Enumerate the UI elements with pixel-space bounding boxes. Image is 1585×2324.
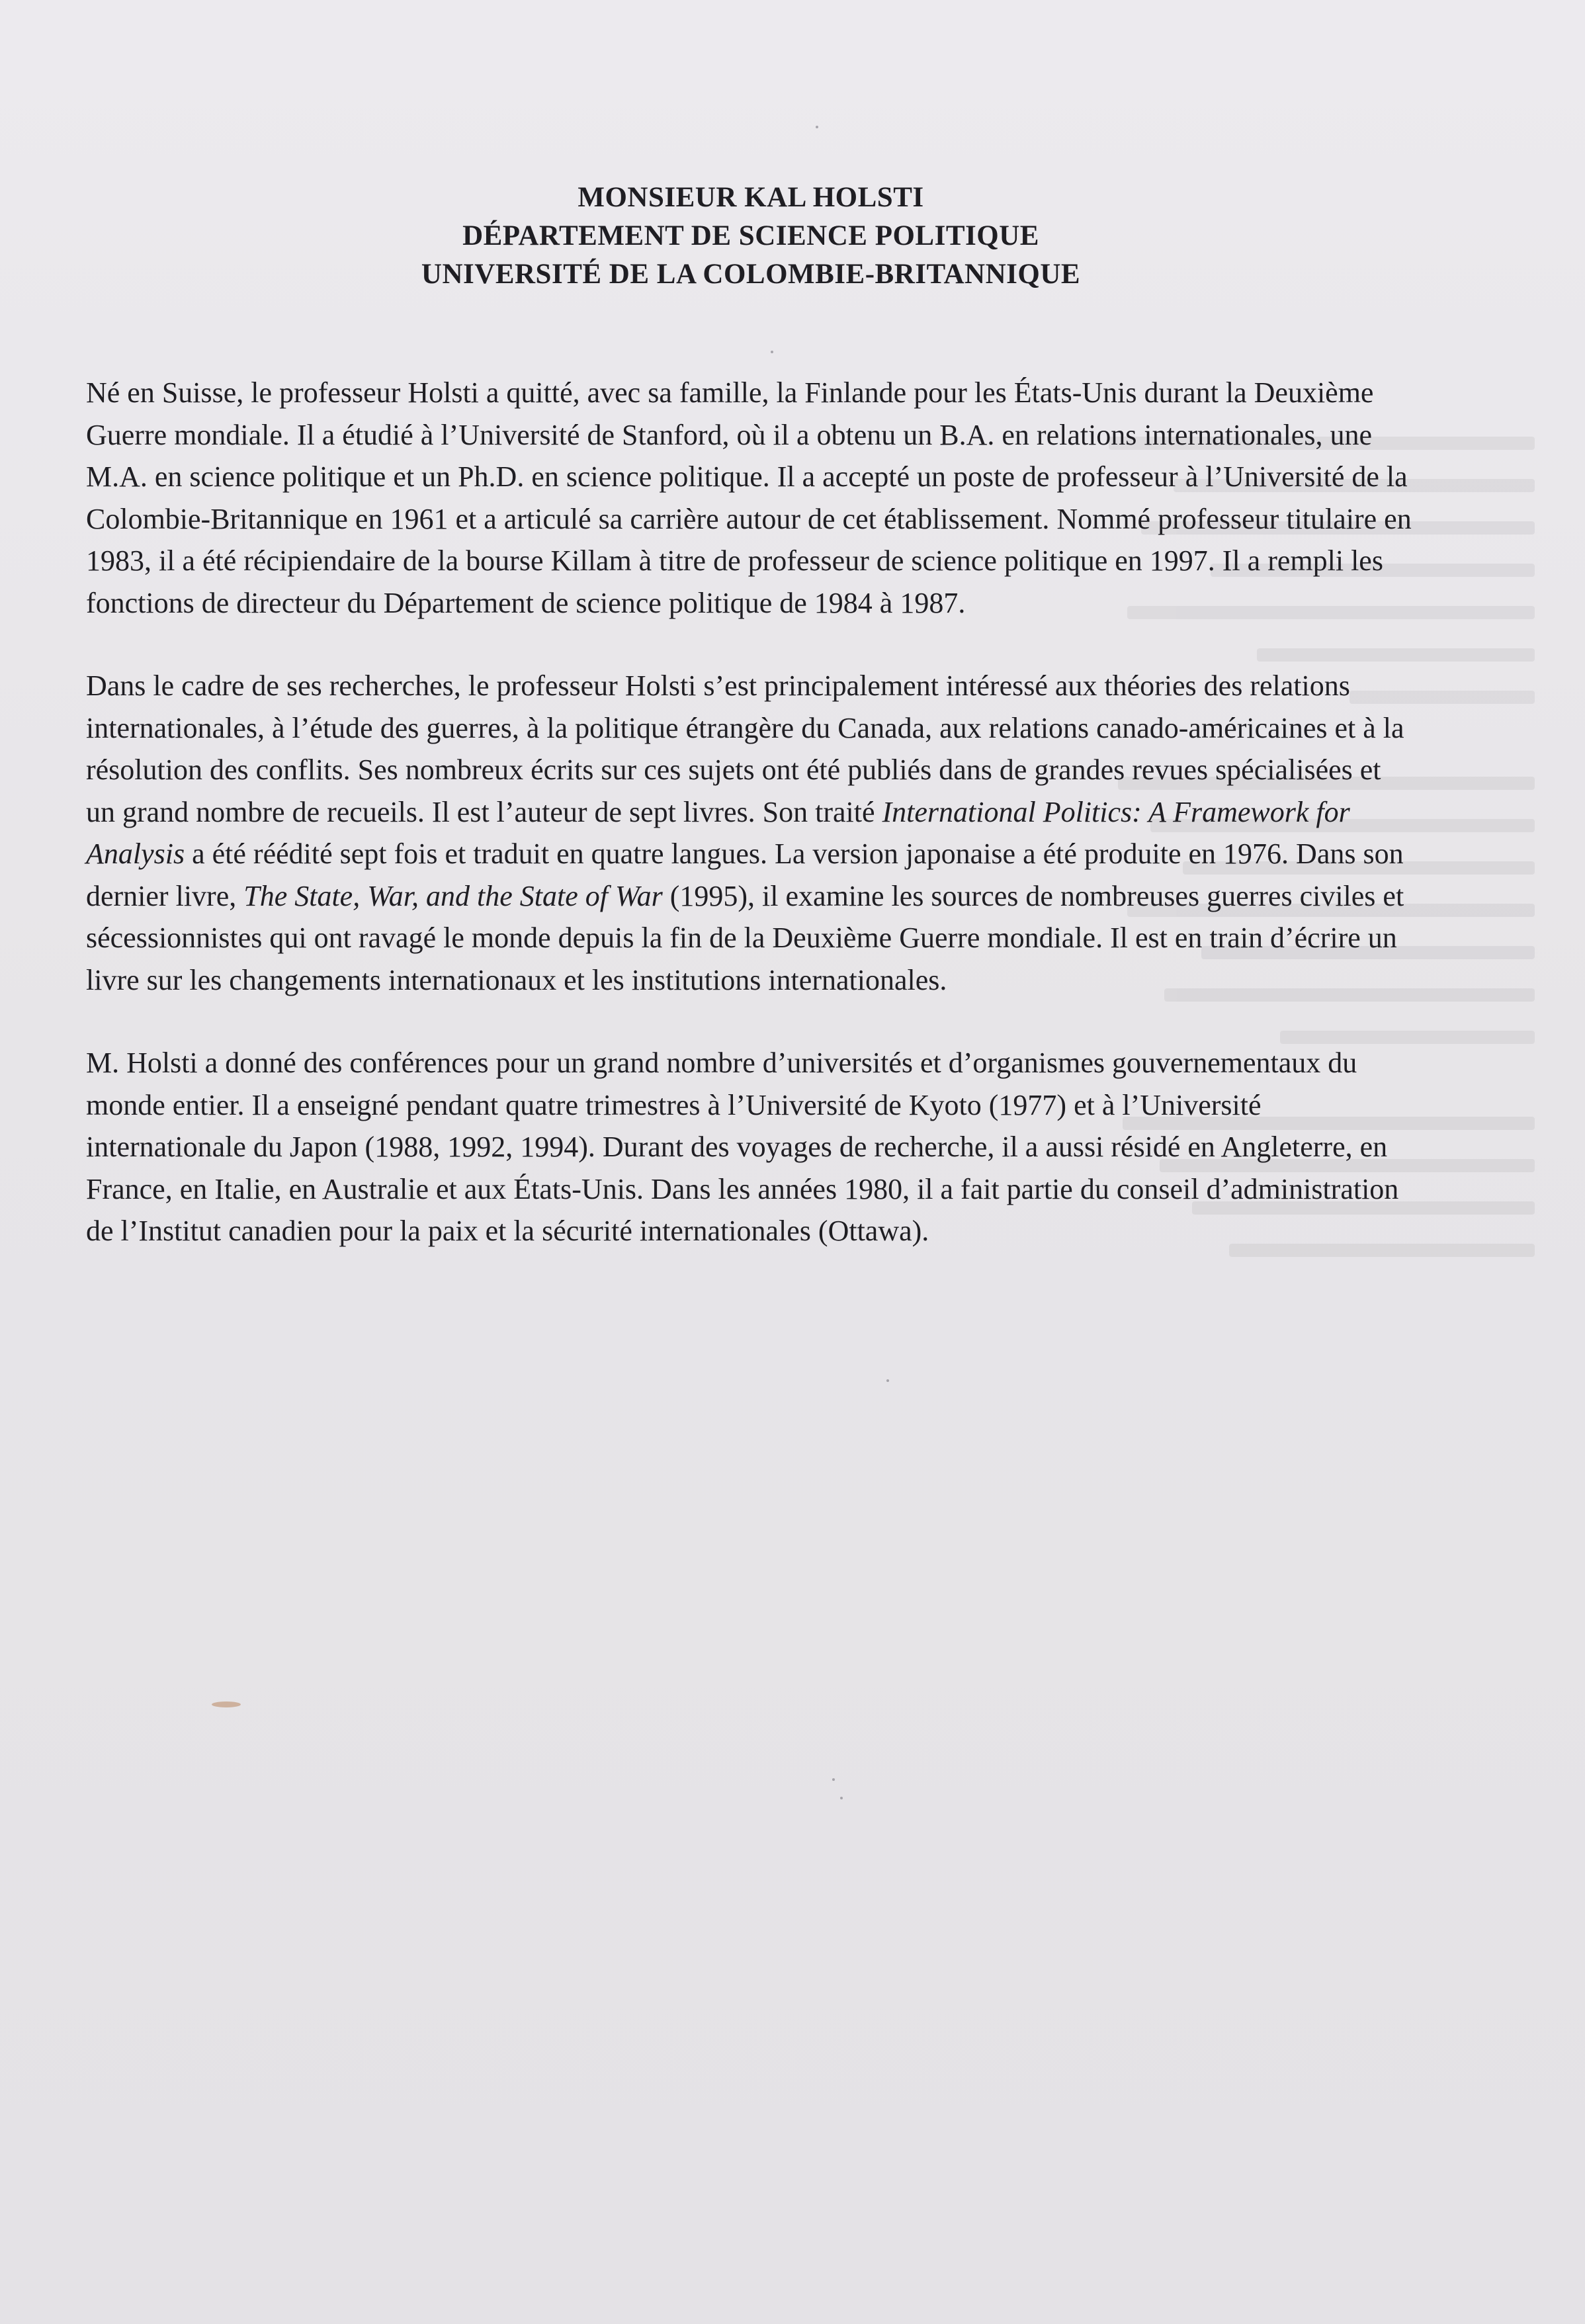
paragraph-lectures: M. Holsti a donné des conférences pour un grand nombre d’universités et d’organismes gouvernementaux du monde entier. Il a enseigné pendant quatre trimestres à l’Université de Kyoto (1977) et à l’Université internationale du Japon (1988, 1992, 1994). Durant des voyages de recherche, il a aussi résidé en Angleterre, en France, en Italie, en Australie et aux États-Unis. Dans les années 1980, il a fait partie du conseil d’administration de l’Institut canadien pour la paix et la sécurité internationales (Ottawa). — [86, 1047, 1399, 1247]
paper-speck — [832, 1778, 835, 1781]
header-block — [86, 179, 1416, 294]
header-university: UNIVERSITÉ DE LA COLOMBIE-BRITANNIQUE — [421, 259, 1081, 290]
paragraph-research-part1: Dans le cadre de ses recherches, le professeur Holsti s’est principalement intéressé aux théories des relations internationales, à l’étude des guerres, à la politique étrangère du Canada, aux relations canado-américaines et à la résolution des conflits. Ses nombreux écrits sur ces sujets ont été publiés dans de grandes revues spécialisées et un grand nombre de recueils. Il est l’auteur de sept livres. Son traité — [86, 669, 1404, 828]
paper-speck — [886, 1379, 889, 1382]
paper-speck — [816, 126, 818, 128]
paper-smudge — [212, 1701, 241, 1707]
paper-speck — [771, 351, 773, 353]
header-name: MONSIEUR KAL HOLSTI — [578, 182, 924, 213]
paragraph-research-part3: (1995), il examine les sources de nombreuses guerres civiles et sécessionnistes qui ont ravagé le monde depuis la fin de la Deuxième Guerre mondiale. Il est en train d’écrire un livre sur les changements internationaux et les institutions internationales. — [86, 879, 1404, 996]
header-department: DÉPARTEMENT DE SCIENCE POLITIQUE — [462, 220, 1039, 251]
paragraph-biography: Né en Suisse, le professeur Holsti a quitté, avec sa famille, la Finlande pour les États-Unis durant la Deuxième Guerre mondiale. Il a étudié à l’Université de Stanford, où il a obtenu un B.A. en relations internationales, une M.A. en science politique et un Ph.D. en science politique. Il a accepté un poste de professeur à l’Université de la Colombie-Britannique en 1961 et a articulé sa carrière autour de cet établissement. Nommé professeur titulaire en 1983, il a été récipiendaire de la bourse Killam à titre de professeur de science politique en 1997. Il a rempli les fonctions de directeur du Département de science politique de 1984 à 1987. — [86, 376, 1412, 619]
book-title-international-politics: International Politics: A Framework for Analysis — [86, 795, 1350, 870]
paragraph-research — [86, 665, 1416, 1001]
book-title-state-war: The State, War, and the State of War — [243, 879, 663, 912]
paper-speck — [840, 1797, 843, 1799]
paragraph-research-part2: a été réédité sept fois et traduit en quatre langues. La version japonaise a été produite en 1976. Dans son dernier livre, — [86, 838, 1404, 912]
document-body — [86, 179, 1416, 1293]
